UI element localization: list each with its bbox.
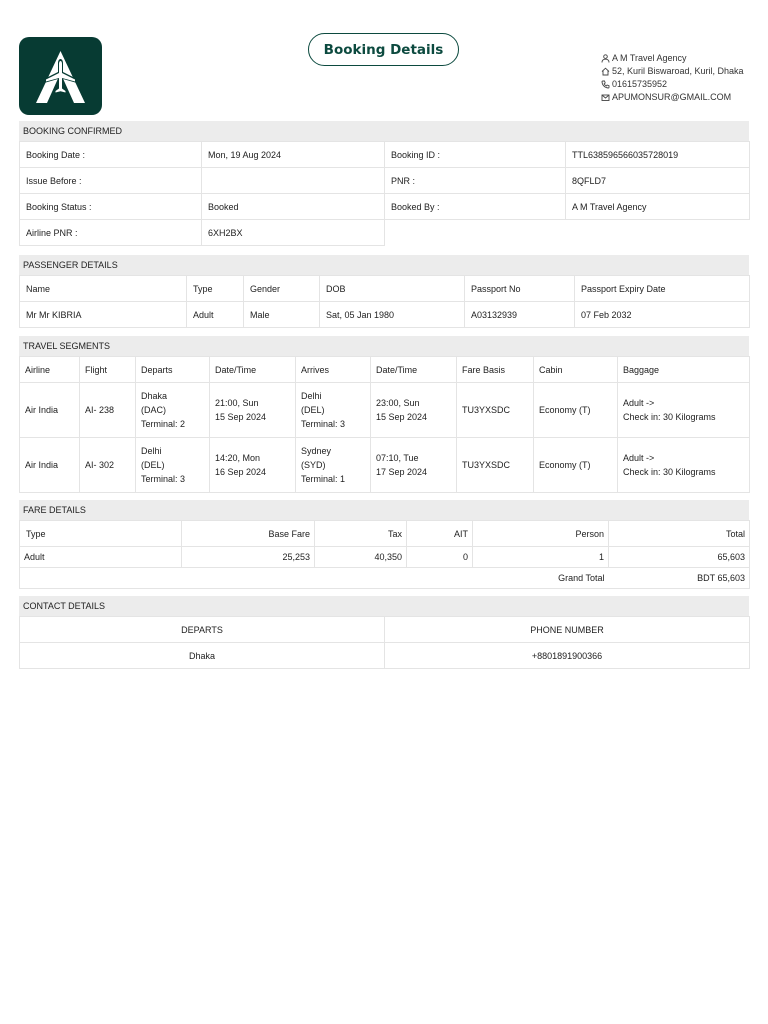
baggage-pax: Adult -> xyxy=(623,398,655,408)
segments-section xyxy=(19,336,749,493)
empty-cell xyxy=(20,568,473,589)
table-row xyxy=(20,643,750,669)
agency-logo xyxy=(19,37,102,115)
table-row xyxy=(20,438,750,493)
contact-heading: CONTACT DETAILS xyxy=(19,596,749,616)
agency-info xyxy=(601,52,761,104)
table-header-row xyxy=(20,617,750,643)
segment-arrives xyxy=(296,438,371,493)
agency-phone: 01615735952 xyxy=(612,79,668,89)
agency-name-row xyxy=(601,52,761,65)
segment-city: Dhaka xyxy=(141,391,168,401)
booking-value: Mon, 19 Aug 2024 xyxy=(202,142,385,168)
segment-code: (SYD) xyxy=(301,460,326,470)
booking-table xyxy=(19,141,750,246)
booking-label: Booking Status : xyxy=(20,194,202,220)
home-icon xyxy=(601,67,610,76)
segment-city: Delhi xyxy=(141,446,162,456)
booking-value xyxy=(202,168,385,194)
segment-city: Sydney xyxy=(301,446,332,456)
agency-email-row xyxy=(601,91,761,104)
contact-table xyxy=(19,616,750,669)
table-header-row xyxy=(20,276,750,302)
fare-type: Adult xyxy=(20,547,182,568)
booking-value: A M Travel Agency xyxy=(566,194,750,220)
fare-person: 1 xyxy=(473,547,609,568)
segment-flight: AI- 238 xyxy=(80,383,136,438)
segment-baggage xyxy=(618,438,750,493)
grand-total-label: Grand Total xyxy=(473,568,609,589)
booking-label: Issue Before : xyxy=(20,168,202,194)
segment-cabin: Economy (T) xyxy=(534,438,618,493)
column-header: Name xyxy=(20,276,187,302)
mail-icon xyxy=(601,93,610,102)
segment-departs xyxy=(136,383,210,438)
fare-table xyxy=(19,520,750,589)
segment-cabin: Economy (T) xyxy=(534,383,618,438)
baggage-allowance: Check in: 30 Kilograms xyxy=(623,412,716,422)
passenger-gender: Male xyxy=(244,302,320,328)
table-row xyxy=(20,302,750,328)
passenger-passport-no: A03132939 xyxy=(465,302,575,328)
column-header: Base Fare xyxy=(182,521,315,547)
contact-departs: Dhaka xyxy=(20,643,385,669)
fare-section xyxy=(19,500,749,589)
page-title: Booking Details xyxy=(308,33,459,66)
fare-ait: 0 xyxy=(407,547,473,568)
booking-value: TTL638596566035728019 xyxy=(566,142,750,168)
column-header: Type xyxy=(20,521,182,547)
column-header: AIT xyxy=(407,521,473,547)
table-header-row xyxy=(20,521,750,547)
segments-table xyxy=(19,356,750,493)
booking-label: Airline PNR : xyxy=(20,220,202,246)
segment-dep-time xyxy=(210,383,296,438)
booking-section xyxy=(19,121,749,246)
column-header: Date/Time xyxy=(371,357,457,383)
segment-code: (DAC) xyxy=(141,405,166,415)
column-header: Gender xyxy=(244,276,320,302)
segment-arr-time xyxy=(371,438,457,493)
table-row xyxy=(20,168,750,194)
segment-airline: Air India xyxy=(20,383,80,438)
passenger-type: Adult xyxy=(187,302,244,328)
person-icon xyxy=(601,54,610,63)
column-header: Date/Time xyxy=(210,357,296,383)
segment-code: (DEL) xyxy=(301,405,325,415)
table-header-row xyxy=(20,357,750,383)
booking-value: 8QFLD7 xyxy=(566,168,750,194)
segment-fare-basis: TU3YXSDC xyxy=(457,383,534,438)
segment-code: (DEL) xyxy=(141,460,165,470)
empty-cell xyxy=(385,220,750,246)
segment-baggage xyxy=(618,383,750,438)
segment-date: 15 Sep 2024 xyxy=(376,412,428,422)
segment-city: Delhi xyxy=(301,391,322,401)
table-row xyxy=(20,383,750,438)
segment-dep-time xyxy=(210,438,296,493)
segment-terminal: Terminal: 1 xyxy=(301,474,346,484)
segment-time: 23:00, Sun xyxy=(376,398,420,408)
passenger-table xyxy=(19,275,750,328)
segment-terminal: Terminal: 3 xyxy=(141,474,186,484)
segment-arrives xyxy=(296,383,371,438)
column-header: DOB xyxy=(320,276,465,302)
segment-fare-basis: TU3YXSDC xyxy=(457,438,534,493)
segment-airline: Air India xyxy=(20,438,80,493)
baggage-allowance: Check in: 30 Kilograms xyxy=(623,467,716,477)
contact-phone: +8801891900366 xyxy=(385,643,750,669)
segment-date: 16 Sep 2024 xyxy=(215,467,267,477)
passenger-name: Mr Mr KIBRIA xyxy=(20,302,187,328)
column-header: PHONE NUMBER xyxy=(385,617,750,643)
booking-label: Booking Date : xyxy=(20,142,202,168)
agency-email: APUMONSUR@GMAIL.COM xyxy=(612,92,732,102)
fare-base: 25,253 xyxy=(182,547,315,568)
column-header: Total xyxy=(609,521,750,547)
column-header: Tax xyxy=(315,521,407,547)
segment-arr-time xyxy=(371,383,457,438)
segments-heading: TRAVEL SEGMENTS xyxy=(19,336,749,356)
segment-time: 14:20, Mon xyxy=(215,453,261,463)
column-header: Flight xyxy=(80,357,136,383)
grand-total-row xyxy=(20,568,750,589)
column-header: Passport Expiry Date xyxy=(575,276,750,302)
segment-date: 15 Sep 2024 xyxy=(215,412,267,422)
passenger-heading: PASSENGER DETAILS xyxy=(19,255,749,275)
segment-time: 21:00, Sun xyxy=(215,398,259,408)
fare-total: 65,603 xyxy=(609,547,750,568)
column-header: Cabin xyxy=(534,357,618,383)
column-header: Passport No xyxy=(465,276,575,302)
segment-flight: AI- 302 xyxy=(80,438,136,493)
agency-name: A M Travel Agency xyxy=(612,53,687,63)
column-header: Fare Basis xyxy=(457,357,534,383)
table-row xyxy=(20,142,750,168)
table-row xyxy=(20,194,750,220)
grand-total-value: BDT 65,603 xyxy=(609,568,750,589)
booking-heading: BOOKING CONFIRMED xyxy=(19,121,749,141)
column-header: Type xyxy=(187,276,244,302)
segment-terminal: Terminal: 3 xyxy=(301,419,346,429)
segment-terminal: Terminal: 2 xyxy=(141,419,186,429)
logo-plane-icon xyxy=(19,37,102,115)
segment-departs xyxy=(136,438,210,493)
booking-label: PNR : xyxy=(385,168,566,194)
column-header: Baggage xyxy=(618,357,750,383)
booking-label: Booked By : xyxy=(385,194,566,220)
column-header: Person xyxy=(473,521,609,547)
column-header: Airline xyxy=(20,357,80,383)
agency-address: 52, Kuril Biswaroad, Kuril, Dhaka xyxy=(612,66,744,76)
segment-time: 07:10, Tue xyxy=(376,453,419,463)
passenger-dob: Sat, 05 Jan 1980 xyxy=(320,302,465,328)
segment-date: 17 Sep 2024 xyxy=(376,467,428,477)
booking-label: Booking ID : xyxy=(385,142,566,168)
booking-value: 6XH2BX xyxy=(202,220,385,246)
passenger-section xyxy=(19,255,749,328)
baggage-pax: Adult -> xyxy=(623,453,655,463)
table-row xyxy=(20,547,750,568)
column-header: Arrives xyxy=(296,357,371,383)
agency-phone-row xyxy=(601,78,761,91)
column-header: DEPARTS xyxy=(20,617,385,643)
agency-address-row xyxy=(601,65,761,78)
phone-icon xyxy=(601,80,610,89)
column-header: Departs xyxy=(136,357,210,383)
contact-section xyxy=(19,596,749,669)
passenger-passport-expiry: 07 Feb 2032 xyxy=(575,302,750,328)
fare-heading: FARE DETAILS xyxy=(19,500,749,520)
booking-value: Booked xyxy=(202,194,385,220)
fare-tax: 40,350 xyxy=(315,547,407,568)
table-row xyxy=(20,220,750,246)
